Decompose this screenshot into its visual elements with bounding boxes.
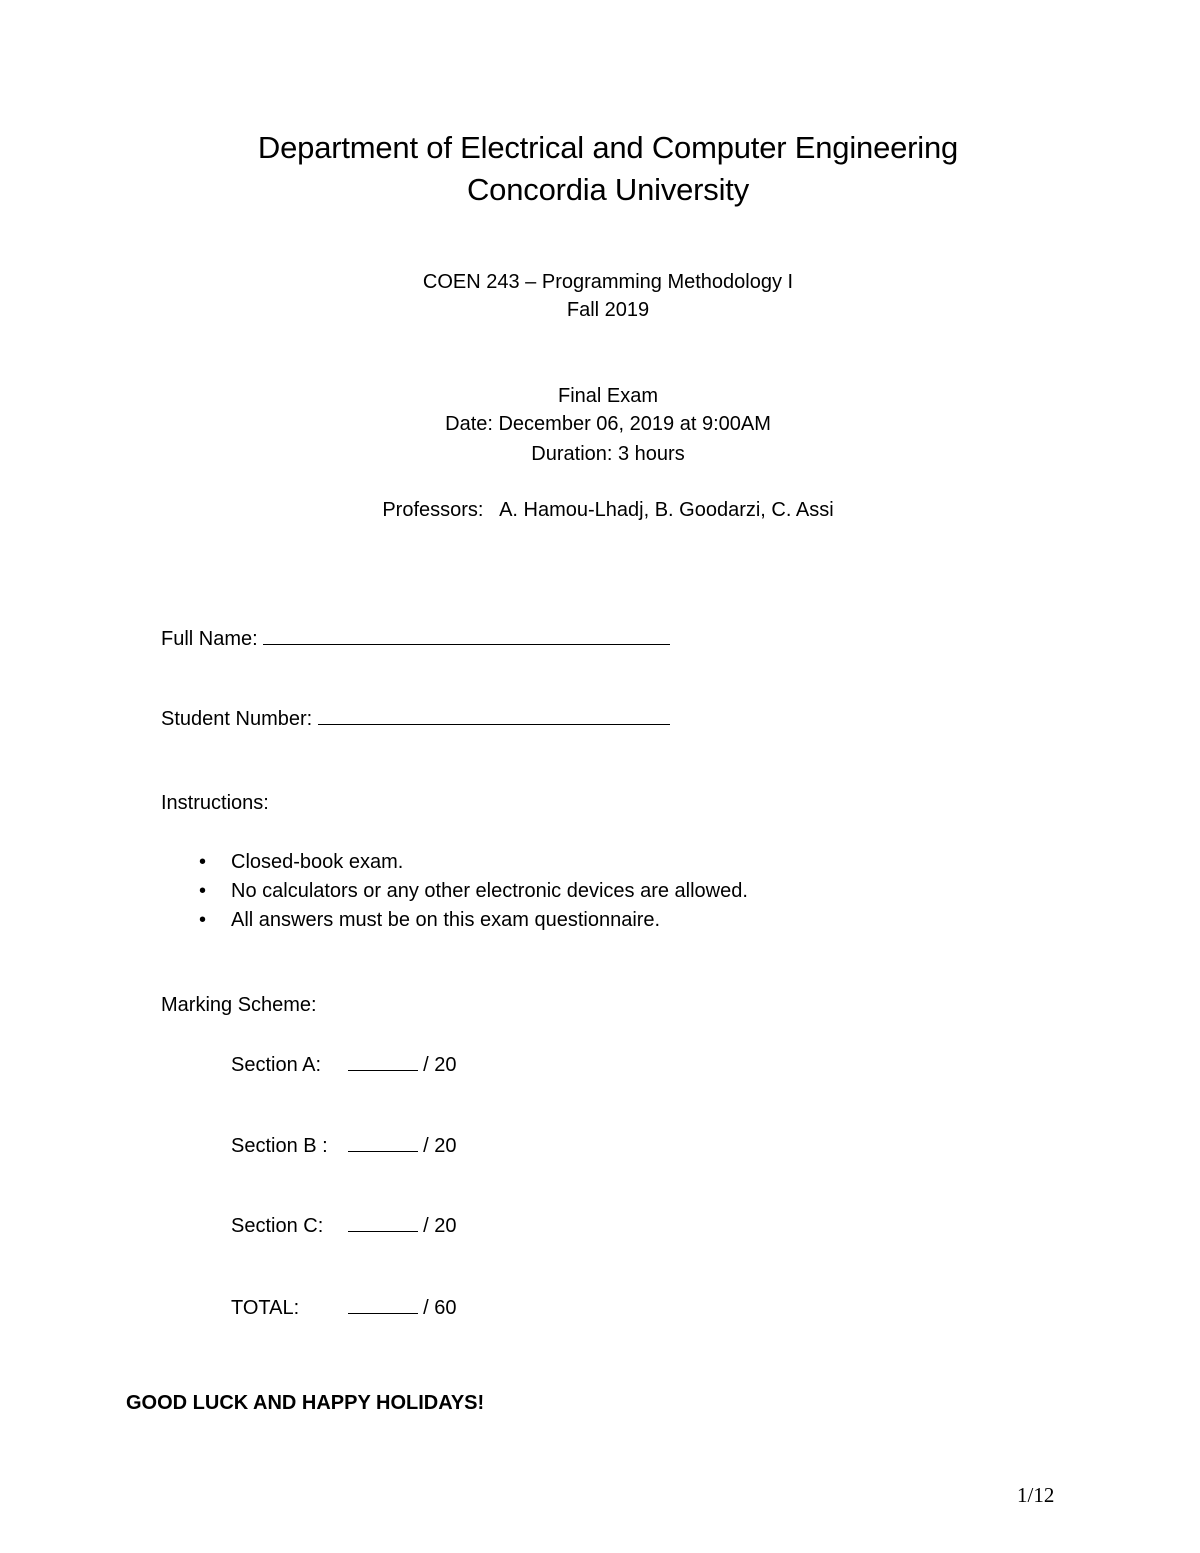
list-item: • All answers must be on this exam questionnaire. <box>161 906 748 935</box>
list-item: • Closed-book exam. <box>161 848 748 877</box>
page-number: 1/12 <box>1017 1483 1055 1507</box>
full-name-label: Full Name: <box>161 628 258 650</box>
marking-row-label: Section B : <box>231 1135 328 1157</box>
exam-duration: Duration: 3 hours <box>531 443 685 465</box>
course-term: Fall 2019 <box>566 299 650 321</box>
full-name-blank[interactable] <box>263 626 670 645</box>
score-blank[interactable] <box>348 1295 418 1314</box>
marking-row-section-b <box>231 1133 456 1158</box>
professors-line <box>0 499 1200 522</box>
student-number-blank[interactable] <box>318 706 670 725</box>
marking-row-label: Section C: <box>231 1215 324 1237</box>
score-blank[interactable] <box>348 1213 418 1232</box>
marking-row-section-a <box>231 1052 456 1077</box>
department-title: Department of Electrical and Computer Engineering <box>257 130 959 165</box>
marking-row-label: TOTAL: <box>231 1297 300 1319</box>
exam-name: Final Exam <box>557 385 659 407</box>
student-number-label: Student Number: <box>161 708 313 730</box>
marking-row-total <box>231 1295 456 1320</box>
score-blank[interactable] <box>348 1133 418 1152</box>
full-name-field <box>161 626 670 651</box>
marking-row-section-c <box>231 1213 456 1238</box>
marking-scheme-heading: Marking Scheme: <box>161 994 317 1016</box>
course-title: COEN 243 – Programming Methodology I <box>422 271 794 293</box>
marking-row-label: Section A: <box>231 1054 322 1076</box>
instructions-list <box>161 848 748 935</box>
professors-names: A. Hamou-Lhadj, B. Goodarzi, C. Assi <box>499 499 834 521</box>
marking-row-max: / 20 <box>423 1054 457 1076</box>
student-number-field <box>161 706 670 731</box>
marking-row-max: / 60 <box>423 1297 457 1319</box>
professors-label: Professors: <box>382 499 484 521</box>
marking-row-max: / 20 <box>423 1135 457 1157</box>
score-blank[interactable] <box>348 1052 418 1071</box>
closing-message: GOOD LUCK AND HAPPY HOLIDAYS! <box>126 1392 485 1414</box>
university-title: Concordia University <box>467 172 749 207</box>
list-item: • No calculators or any other electronic devices are allowed. <box>161 877 748 906</box>
exam-date: Date: December 06, 2019 at 9:00AM <box>445 413 771 435</box>
instructions-heading: Instructions: <box>161 792 269 814</box>
marking-row-max: / 20 <box>423 1215 457 1237</box>
